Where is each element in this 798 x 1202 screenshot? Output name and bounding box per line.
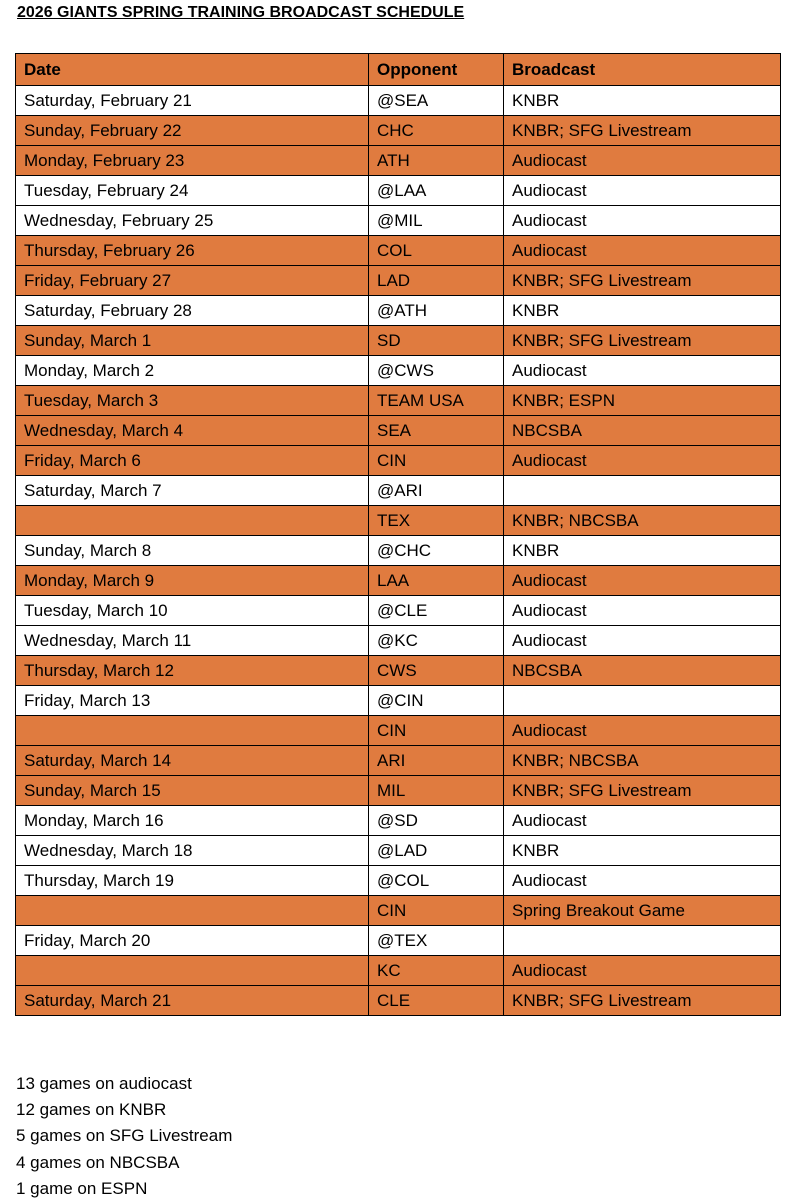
- opponent-cell: @LAD: [369, 836, 504, 866]
- table-row: [16, 656, 781, 686]
- table-row: [16, 956, 781, 986]
- opponent-cell: @KC: [369, 626, 504, 656]
- date-cell: Saturday, March 21: [16, 986, 369, 1016]
- date-column-header: Date: [16, 54, 369, 86]
- opponent-cell: @SD: [369, 806, 504, 836]
- summary-line: 12 games on KNBR: [16, 1100, 167, 1120]
- broadcast-cell: Audiocast: [504, 956, 781, 986]
- date-cell: Sunday, March 15: [16, 776, 369, 806]
- opponent-cell: @SEA: [369, 86, 504, 116]
- broadcast-cell: Audiocast: [504, 176, 781, 206]
- date-cell: Wednesday, March 11: [16, 626, 369, 656]
- broadcast-cell: KNBR: [504, 86, 781, 116]
- date-cell: [16, 716, 369, 746]
- broadcast-column-header: Broadcast: [504, 54, 781, 86]
- opponent-cell: CLE: [369, 986, 504, 1016]
- opponent-cell: @CWS: [369, 356, 504, 386]
- broadcast-cell: NBCSBA: [504, 416, 781, 446]
- broadcast-cell: Audiocast: [504, 716, 781, 746]
- table-row: [16, 566, 781, 596]
- opponent-cell: @ARI: [369, 476, 504, 506]
- opponent-cell: TEAM USA: [369, 386, 504, 416]
- table-row: [16, 926, 781, 956]
- table-row: [16, 206, 781, 236]
- opponent-column-header: Opponent: [369, 54, 504, 86]
- broadcast-cell: Audiocast: [504, 446, 781, 476]
- table-row: [16, 626, 781, 656]
- date-cell: Friday, March 6: [16, 446, 369, 476]
- table-row: [16, 596, 781, 626]
- opponent-cell: SD: [369, 326, 504, 356]
- date-cell: Sunday, March 1: [16, 326, 369, 356]
- table-row: [16, 386, 781, 416]
- date-cell: Saturday, February 28: [16, 296, 369, 326]
- table-row: [16, 266, 781, 296]
- summary-line: 4 games on NBCSBA: [16, 1152, 180, 1172]
- date-cell: Monday, March 16: [16, 806, 369, 836]
- page-title: 2026 GIANTS SPRING TRAINING BROADCAST SCHEDULE: [17, 4, 465, 21]
- opponent-cell: @CIN: [369, 686, 504, 716]
- broadcast-cell: Audiocast: [504, 596, 781, 626]
- date-cell: Thursday, February 26: [16, 236, 369, 266]
- date-cell: Monday, March 9: [16, 566, 369, 596]
- summary-line: 13 games on audiocast: [16, 1074, 192, 1093]
- broadcast-cell: KNBR: [504, 296, 781, 326]
- opponent-cell: CHC: [369, 116, 504, 146]
- opponent-cell: ARI: [369, 746, 504, 776]
- date-cell: Monday, February 23: [16, 146, 369, 176]
- date-cell: Tuesday, February 24: [16, 176, 369, 206]
- date-cell: Tuesday, March 10: [16, 596, 369, 626]
- broadcast-cell: NBCSBA: [504, 656, 781, 686]
- broadcast-cell: KNBR; SFG Livestream: [504, 326, 781, 356]
- summary-line: 1 game on ESPN: [16, 1178, 148, 1198]
- opponent-cell: ATH: [369, 146, 504, 176]
- table-row: [16, 776, 781, 806]
- table-header-row: [16, 54, 781, 86]
- date-cell: Wednesday, March 18: [16, 836, 369, 866]
- broadcast-cell: Audiocast: [504, 566, 781, 596]
- table-row: [16, 446, 781, 476]
- table-row: [16, 506, 781, 536]
- opponent-cell: @CLE: [369, 596, 504, 626]
- broadcast-cell: Audiocast: [504, 626, 781, 656]
- broadcast-cell: KNBR; SFG Livestream: [504, 776, 781, 806]
- summary-line: 5 games on SFG Livestream: [16, 1126, 233, 1146]
- opponent-cell: LAD: [369, 266, 504, 296]
- broadcast-cell: KNBR; ESPN: [504, 386, 781, 416]
- date-cell: [16, 506, 369, 536]
- date-cell: Sunday, March 8: [16, 536, 369, 566]
- date-cell: Tuesday, March 3: [16, 386, 369, 416]
- table-row: [16, 986, 781, 1016]
- date-cell: Thursday, March 12: [16, 656, 369, 686]
- broadcast-cell: Audiocast: [504, 356, 781, 386]
- opponent-cell: KC: [369, 956, 504, 986]
- table-row: [16, 326, 781, 356]
- date-cell: Monday, March 2: [16, 356, 369, 386]
- table-row: [16, 116, 781, 146]
- broadcast-cell: KNBR: [504, 836, 781, 866]
- broadcast-cell: Audiocast: [504, 806, 781, 836]
- table-row: [16, 236, 781, 266]
- table-row: [16, 896, 781, 926]
- table-row: [16, 146, 781, 176]
- date-cell: [16, 956, 369, 986]
- date-cell: Thursday, March 19: [16, 866, 369, 896]
- broadcast-summary: [16, 1071, 232, 1202]
- opponent-cell: COL: [369, 236, 504, 266]
- opponent-cell: @ATH: [369, 296, 504, 326]
- opponent-cell: LAA: [369, 566, 504, 596]
- table-row: [16, 686, 781, 716]
- date-cell: [16, 896, 369, 926]
- table-row: [16, 746, 781, 776]
- date-cell: Saturday, March 7: [16, 476, 369, 506]
- broadcast-cell: [504, 686, 781, 716]
- broadcast-cell: Audiocast: [504, 146, 781, 176]
- broadcast-cell: KNBR; SFG Livestream: [504, 986, 781, 1016]
- opponent-cell: MIL: [369, 776, 504, 806]
- table-row: [16, 836, 781, 866]
- opponent-cell: CIN: [369, 896, 504, 926]
- broadcast-cell: KNBR; NBCSBA: [504, 746, 781, 776]
- broadcast-cell: KNBR; SFG Livestream: [504, 266, 781, 296]
- date-cell: Wednesday, March 4: [16, 416, 369, 446]
- broadcast-cell: Audiocast: [504, 866, 781, 896]
- opponent-cell: TEX: [369, 506, 504, 536]
- table-row: [16, 476, 781, 506]
- opponent-cell: CIN: [369, 716, 504, 746]
- table-row: [16, 176, 781, 206]
- table-row: [16, 356, 781, 386]
- broadcast-cell: Spring Breakout Game: [504, 896, 781, 926]
- opponent-cell: @COL: [369, 866, 504, 896]
- table-body: [16, 86, 781, 1016]
- table-row: [16, 86, 781, 116]
- broadcast-cell: Audiocast: [504, 236, 781, 266]
- table-row: [16, 716, 781, 746]
- opponent-cell: @TEX: [369, 926, 504, 956]
- date-cell: Wednesday, February 25: [16, 206, 369, 236]
- table-row: [16, 806, 781, 836]
- date-cell: Saturday, February 21: [16, 86, 369, 116]
- broadcast-cell: [504, 476, 781, 506]
- opponent-cell: @MIL: [369, 206, 504, 236]
- opponent-cell: @LAA: [369, 176, 504, 206]
- date-cell: Friday, March 20: [16, 926, 369, 956]
- opponent-cell: CIN: [369, 446, 504, 476]
- broadcast-schedule-table: [15, 53, 781, 1016]
- date-cell: Saturday, March 14: [16, 746, 369, 776]
- date-cell: Sunday, February 22: [16, 116, 369, 146]
- table-row: [16, 536, 781, 566]
- broadcast-cell: KNBR: [504, 536, 781, 566]
- broadcast-cell: [504, 926, 781, 956]
- date-cell: Friday, March 13: [16, 686, 369, 716]
- opponent-cell: CWS: [369, 656, 504, 686]
- opponent-cell: @CHC: [369, 536, 504, 566]
- broadcast-cell: KNBR; NBCSBA: [504, 506, 781, 536]
- date-cell: Friday, February 27: [16, 266, 369, 296]
- broadcast-cell: Audiocast: [504, 206, 781, 236]
- broadcast-cell: KNBR; SFG Livestream: [504, 116, 781, 146]
- opponent-cell: SEA: [369, 416, 504, 446]
- table-row: [16, 296, 781, 326]
- table-row: [16, 866, 781, 896]
- table-row: [16, 416, 781, 446]
